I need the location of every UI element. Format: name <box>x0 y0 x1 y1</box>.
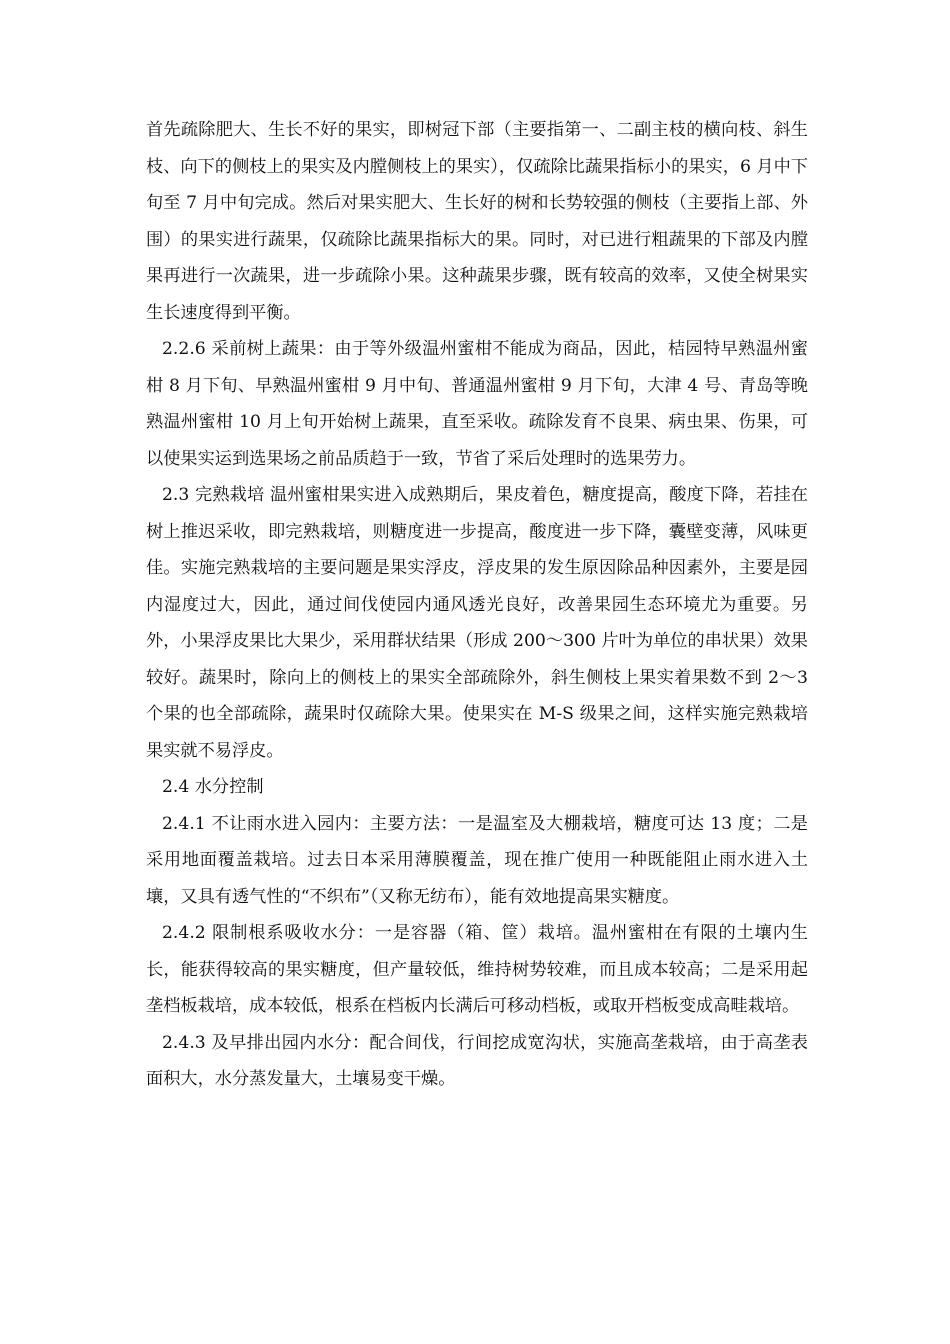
section-heading-2-4-water-control: 2.4 水分控制 <box>162 777 264 797</box>
paragraph-2-4-3-drain-water: 2.4.3 及早排出园内水分：配合间伐，行间挖成宽沟状，实施高垄栽培，由于高垄表面积大，水分蒸发量大，土壤易变干燥。 <box>146 1032 808 1089</box>
document-body <box>146 112 808 1098</box>
paragraph-2-3-full-ripening-cultivation: 2.3 完熟栽培 温州蜜柑果实进入成熟期后，果皮着色，糖度提高，酸度下降，若挂在树上推迟采收，即完熟栽培，则糖度进一步提高，酸度进一步下降，囊壁变薄，风味更佳。实施完熟栽培的主要问题是果实浮皮，浮皮果的发生原因除品种因素外，主要是园内湿度过大，因此，通过间伐使园内通风透光良好，改善果园生态环境尤为重要。另外，小果浮皮果比大果少，采用群状结果（形成 200～300 片叶为单位的串状果）效果较好。蔬果时，除向上的侧枝上的果实全部疏除外，斜生侧枝上果实着果数不到 2～3 个果的也全部疏除，蔬果时仅疏除大果。使果实在 M-S 级果之间，这样实施完熟栽培果实就不易浮皮。 <box>146 485 808 761</box>
paragraph-2-4-2-limit-root-water: 2.4.2 限制根系吸收水分：一是容器（箱、筐）栽培。温州蜜柑在有限的土壤内生长，能获得较高的果实糖度，但产量较低，维持树势较难，而且成本较高；二是采用起垄档板栽培，成本较低，根系在档板内长满后可移动档板，或取开档板变成高畦栽培。 <box>146 923 808 1016</box>
paragraph-thinning-order: 首先疏除肥大、生长不好的果实，即树冠下部（主要指第一、二副主枝的横向枝、斜生枝、向下的侧枝上的果实及内膛侧枝上的果实），仅疏除比蔬果指标小的果实，6 月中下旬至 7 月中旬完成。然后对果实肥大、生长好的树和长势较强的侧枝（主要指上部、外围）的果实进行蔬果，仅疏除比蔬果指标大的果。同时，对已进行粗蔬果的下部及内膛果再进行一次蔬果，进一步疏除小果。这种蔬果步骤，既有较高的效率，又使全树果实生长速度得到平衡。 <box>146 120 808 323</box>
paragraph-2-4-1-keep-rain-out: 2.4.1 不让雨水进入园内：主要方法：一是温室及大棚栽培，糖度可达 13 度；二是采用地面覆盖栽培。过去日本采用薄膜覆盖，现在推广使用一种既能阻止雨水进入土壤，又具有透气性的“不织布”（又称无纺布），能有效地提高果实糖度。 <box>146 813 808 907</box>
paragraph-2-2-6-preharvest-thinning: 2.2.6 采前树上蔬果：由于等外级温州蜜柑不能成为商品，因此，桔园特早熟温州蜜柑 8 月下旬、早熟温州蜜柑 9 月中旬、普通温州蜜柑 9 月下旬，大津 4 号、青岛等晚熟温州蜜柑 10 月上旬开始树上蔬果，直至采收。疏除发育不良果、病虫果、伤果，可以使果实运到选果场之前品质趋于一致，节省了采后处理时的选果劳力。 <box>146 339 808 469</box>
